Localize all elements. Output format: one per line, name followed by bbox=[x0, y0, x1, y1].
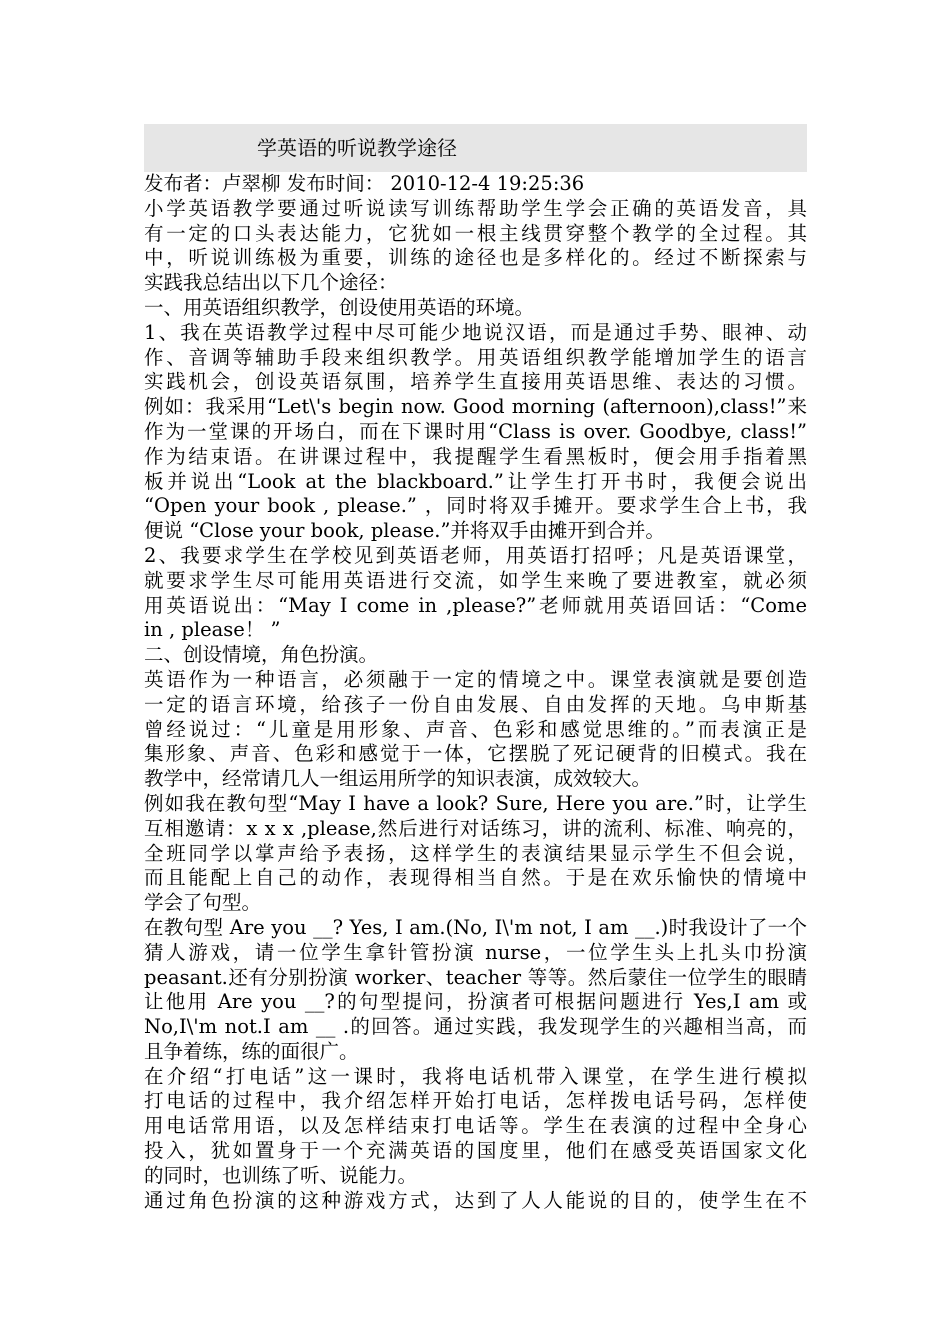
paragraph-line: 打电话的过程中，我介绍怎样开始打电话，怎样拨电话号码，怎样使 bbox=[144, 1089, 807, 1113]
paragraph-line: 集形象、声音、色彩和感觉于一体，它摆脱了死记硬背的旧模式。我在 bbox=[144, 742, 807, 766]
paragraph-line: 互相邀请：x x x ,please,然后进行对话练习，讲的流利、标准、响亮的， bbox=[144, 816, 807, 840]
paragraph-line: 作为一堂课的开场白，而在下课时用“Class is over. Goodbye, class!” bbox=[144, 419, 807, 443]
publish-info-line: 发布者：卢翠柳 发布时间： 2010-12-4 19:25:36 bbox=[144, 172, 585, 195]
paragraph-line: 作、音调等辅助手段来组织教学。用英语组织教学能增加学生的语言 bbox=[144, 345, 807, 369]
paragraph-line: 一定的语言环境，给孩子一份自由发展、自由发挥的天地。乌申斯基 bbox=[144, 692, 807, 716]
paragraph-line: 有一定的口头表达能力，它犹如一根主线贯穿整个教学的全过程。其 bbox=[144, 221, 807, 245]
paragraph-line: 在介绍“打电话”这一课时，我将电话机带入课堂，在学生进行模拟 bbox=[144, 1064, 807, 1088]
paragraph-line: in , please！ ” bbox=[144, 618, 281, 642]
section-heading: 一、用英语组织教学，创设使用英语的环境。 bbox=[144, 295, 535, 319]
paragraph-line: 就要求学生尽可能用英语进行交流，如学生来晚了要进教室，就必须 bbox=[144, 568, 807, 592]
paragraph-line: 实践我总结出以下几个途径： bbox=[144, 271, 398, 295]
paragraph-line: 便说 “Close your book, please.”并将双手由摊开到合并。 bbox=[144, 519, 665, 543]
section-heading: 二、创设情境，角色扮演。 bbox=[144, 643, 379, 667]
paragraph-line: 在教句型 Are you __? Yes, I am.(No, I\'m not, I am __.)时我设计了一个 bbox=[144, 915, 807, 939]
paragraph-line: 板并说出“Look at the blackboard.”让学生打开书时，我便会说出 bbox=[144, 469, 807, 493]
paragraph-line: 英语作为一种语言，必须融于一定的情境之中。课堂表演就是要创造 bbox=[144, 667, 807, 691]
paragraph-line: 例如：我采用“Let\'s begin now. Good morning (afternoon),class!”来 bbox=[144, 395, 807, 419]
paragraph-line: 而且能配上自己的动作，表现得相当自然。于是在欢乐愉快的情境中 bbox=[144, 866, 807, 890]
paragraph-line: 学会了句型。 bbox=[144, 891, 262, 915]
paragraph-line: 用英语说出：“May I come in ,please?”老师就用英语回话：“Come bbox=[144, 593, 807, 617]
paragraph-line: 曾经说过：“儿童是用形象、声音、色彩和感觉思维的。”而表演正是 bbox=[144, 717, 807, 741]
paragraph-line: 且争着练，练的面很广。 bbox=[144, 1039, 359, 1063]
paragraph-line: 中，听说训练极为重要，训练的途径也是多样化的。经过不断探索与 bbox=[144, 246, 807, 270]
paragraph-line: 小学英语教学要通过听说读写训练帮助学生学会正确的英语发音，具 bbox=[144, 196, 807, 220]
paragraph-line: 用电话常用语，以及怎样结束打电话等。学生在表演的过程中全身心 bbox=[144, 1114, 807, 1138]
paragraph-line: 猜人游戏，请一位学生拿针管扮演 nurse，一位学生头上扎头巾扮演 bbox=[144, 940, 807, 964]
paragraph-line: 实践机会，创设英语氛围，培养学生直接用英语思维、表达的习惯。 bbox=[144, 370, 807, 394]
title-bar bbox=[144, 124, 807, 172]
paragraph-line: 教学中，经常请几人一组运用所学的知识表演，成效较大。 bbox=[144, 767, 652, 791]
paragraph-line: 投入，犹如置身于一个充满英语的国度里，他们在感受英语国家文化 bbox=[144, 1139, 807, 1163]
paragraph-line: 全班同学以掌声给予表扬，这样学生的表演结果显示学生不但会说， bbox=[144, 841, 807, 865]
paragraph-line: 作为结束语。在讲课过程中，我提醒学生看黑板时，便会用手指着黑 bbox=[144, 444, 807, 468]
paragraph-line: 2、我要求学生在学校见到英语老师，用英语打招呼；凡是英语课堂， bbox=[144, 543, 807, 567]
paragraph-line: 例如我在教句型“May I have a look? Sure, Here you are.”时，让学生 bbox=[144, 791, 807, 815]
article-body bbox=[144, 172, 807, 1213]
paragraph-line: “Open your book , please.” ，同时将双手摊开。要求学生合上书，我 bbox=[144, 494, 807, 518]
paragraph-line: 1、我在英语教学过程中尽可能少地说汉语，而是通过手势、眼神、动 bbox=[144, 320, 807, 344]
document-title: 学英语的听说教学途径 bbox=[257, 136, 457, 160]
paragraph-line: No,I\'m not.I am __ .的回答。通过实践，我发现学生的兴趣相当高，而 bbox=[144, 1015, 807, 1039]
paragraph-line: 的同时，也训练了听、说能力。 bbox=[144, 1163, 418, 1187]
paragraph-line: 让他用 Are you __?的句型提问，扮演者可根据问题进行 Yes,I am 或 bbox=[144, 990, 807, 1014]
paragraph-line: 通过角色扮演的这种游戏方式，达到了人人能说的目的，使学生在不 bbox=[144, 1188, 807, 1212]
paragraph-line: peasant.还有分别扮演 worker、teacher 等等。然后蒙住一位学生的眼睛 bbox=[144, 965, 807, 989]
